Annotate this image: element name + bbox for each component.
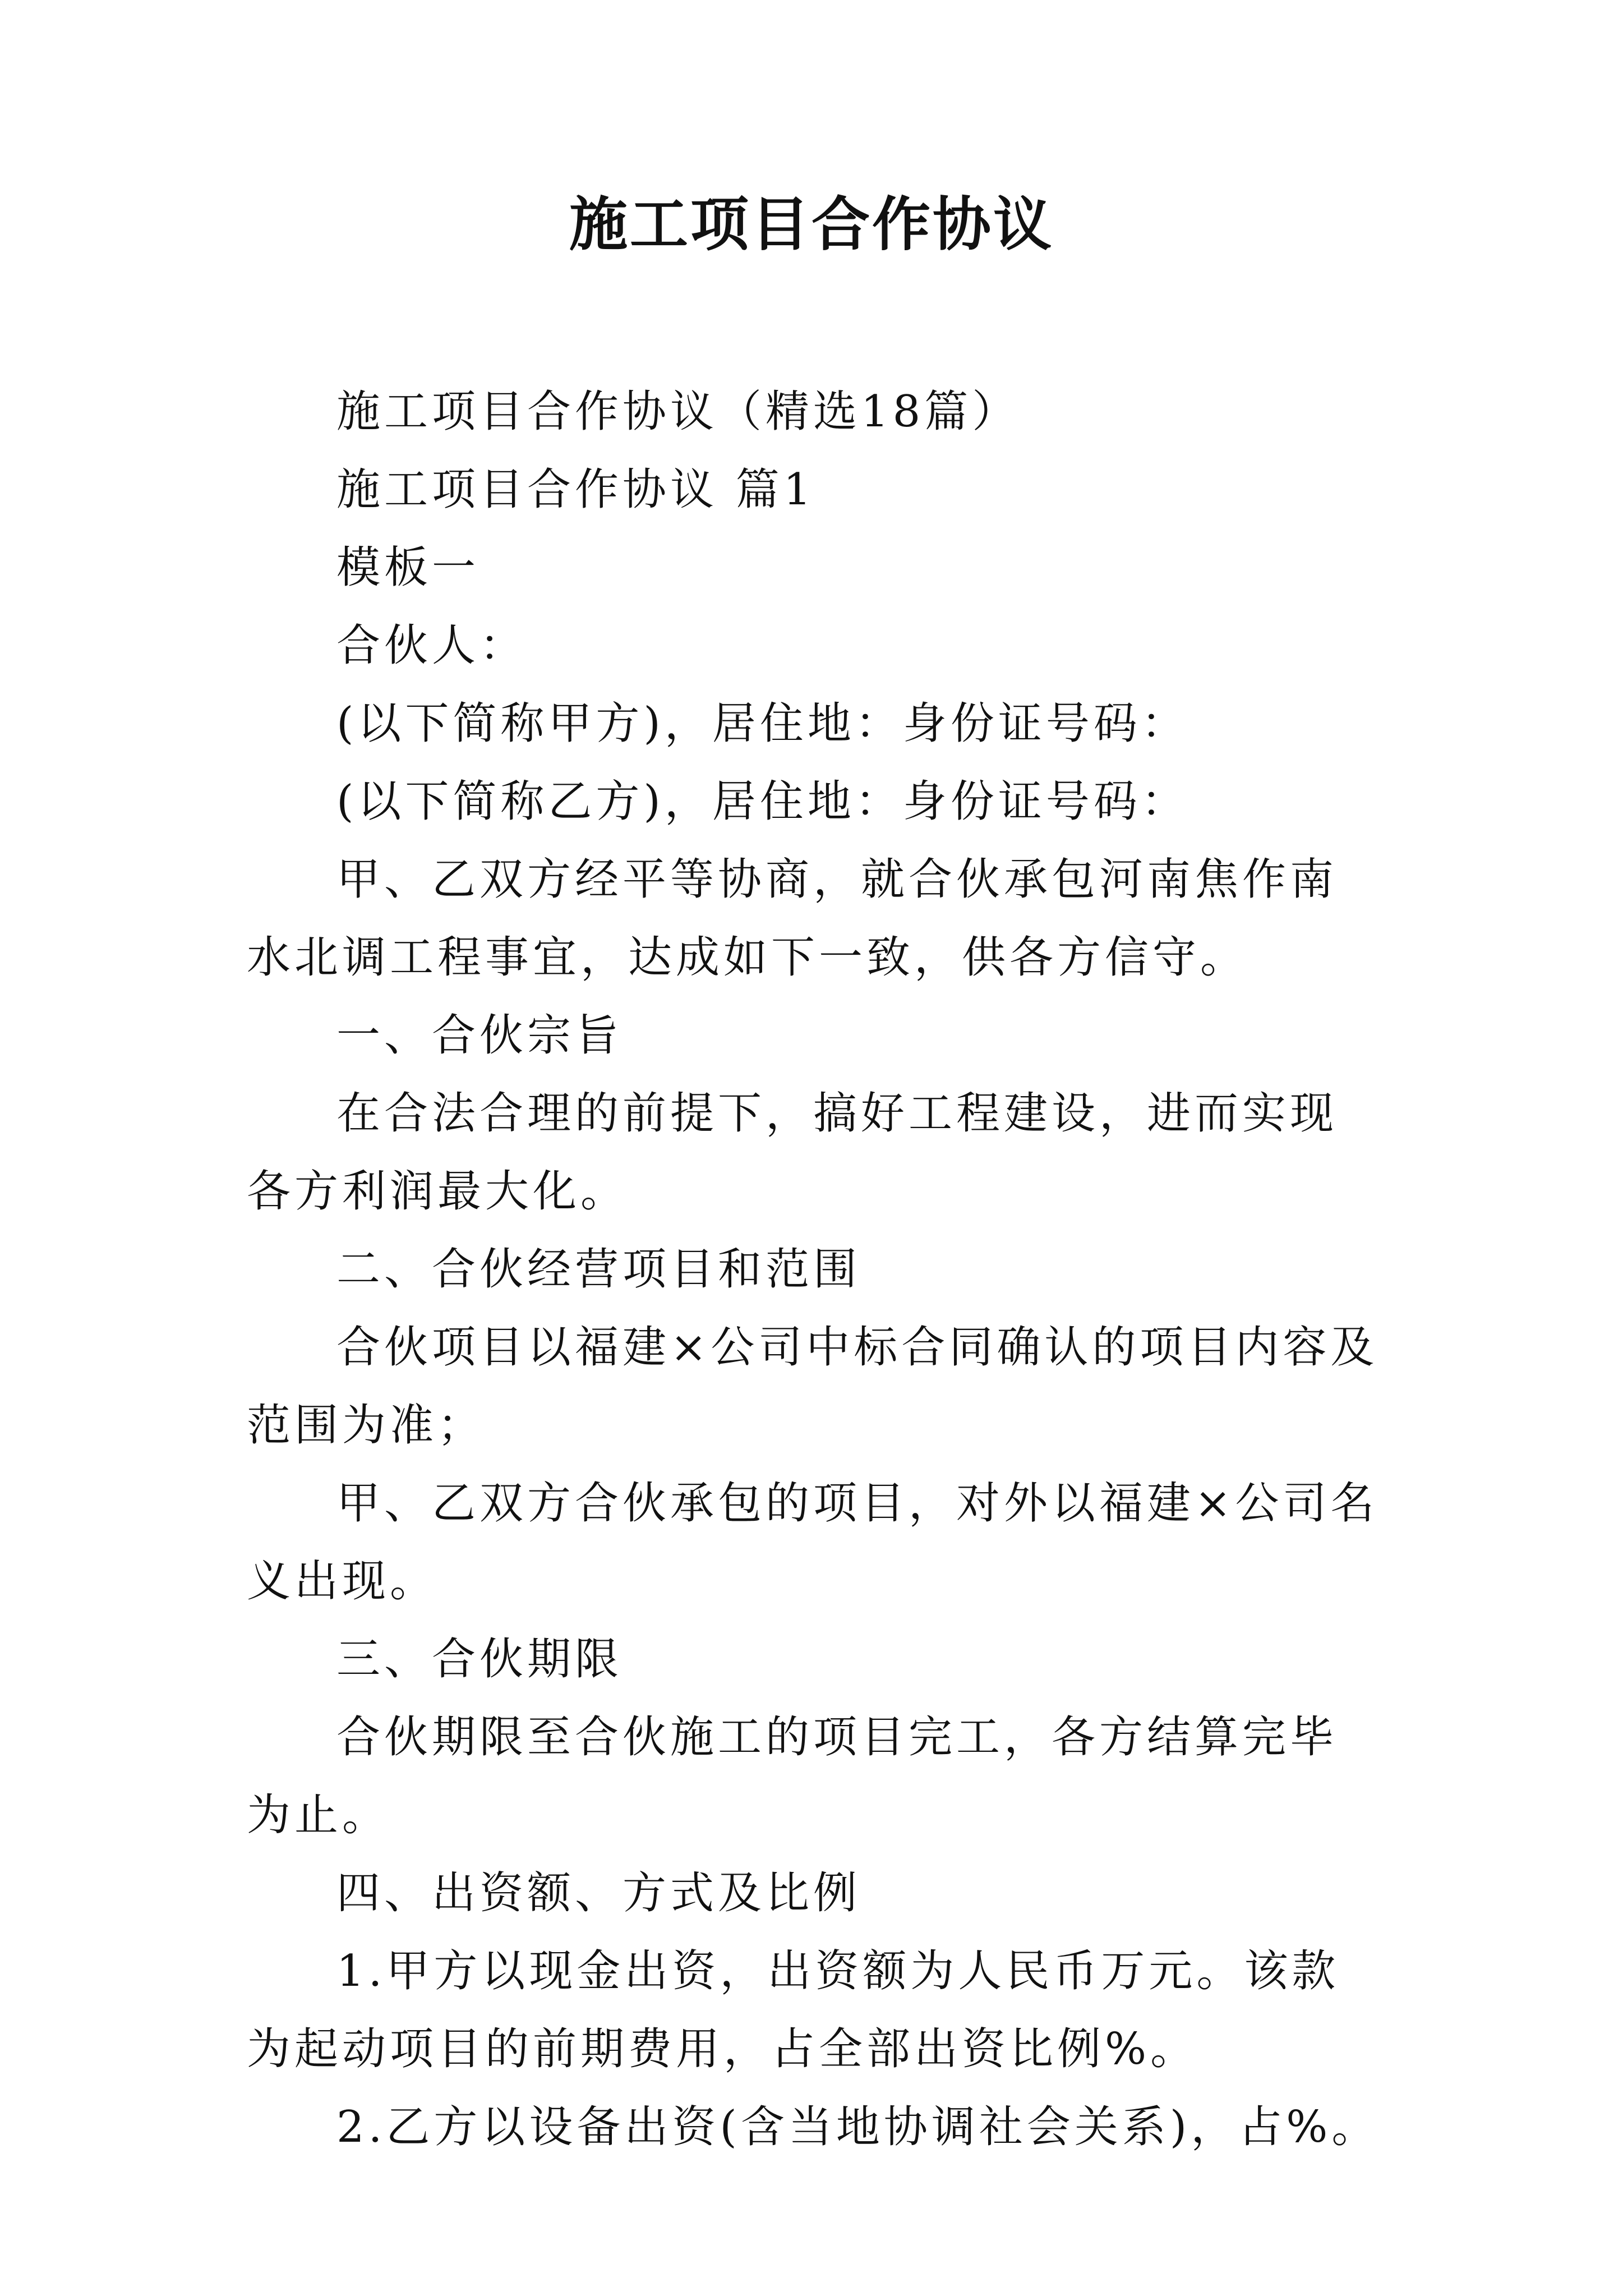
section-heading-term: 三、合伙期限: [336, 1634, 623, 1685]
paragraph-party-b: (以下简称乙方)，居住地：身份证号码：: [336, 776, 1189, 827]
paragraph-template-label: 模板一: [336, 542, 480, 593]
paragraph-article-heading: 施工项目合作协议 篇1: [336, 464, 815, 515]
paragraph-capital-2: 2.乙方以设备出资(含当地协调社会关系)，占%。: [336, 2102, 1380, 2152]
section-heading-purpose: 一、合伙宗旨: [336, 1010, 623, 1061]
document-body: [247, 373, 1380, 2166]
paragraph-capital-1: 1.甲方以现金出资，出资额为人民币万元。该款为起动项目的前期费用，占全部出资比例%。: [247, 1946, 1340, 2074]
paragraph-purpose: 在合法合理的前提下，搞好工程建设，进而实现各方利润最大化。: [247, 1088, 1338, 1217]
section-heading-scope: 二、合伙经营项目和范围: [336, 1244, 861, 1295]
paragraph-party-a: (以下简称甲方)，居住地：身份证号码：: [336, 698, 1189, 749]
document-title: 施工项目合作协议: [569, 190, 1054, 259]
paragraph-term: 合伙期限至合伙施工的项目完工，各方结算完毕为止。: [247, 1712, 1338, 1841]
paragraph-scope-2: 甲、乙双方合伙承包的项目，对外以福建×公司名义出现。: [247, 1478, 1378, 1607]
paragraph-collection-title: 施工项目合作协议（精选18篇）: [336, 386, 1020, 437]
section-heading-capital: 四、出资额、方式及比例: [336, 1868, 861, 1918]
paragraph-scope-1: 合伙项目以福建×公司中标合同确认的项目内容及范围为准；: [247, 1322, 1378, 1451]
paragraph-preamble: 甲、乙双方经平等协商，就合伙承包河南焦作南水北调工程事宜，达成如下一致，供各方信守。: [247, 854, 1338, 983]
paragraph-partners-label: 合伙人：: [336, 620, 528, 671]
